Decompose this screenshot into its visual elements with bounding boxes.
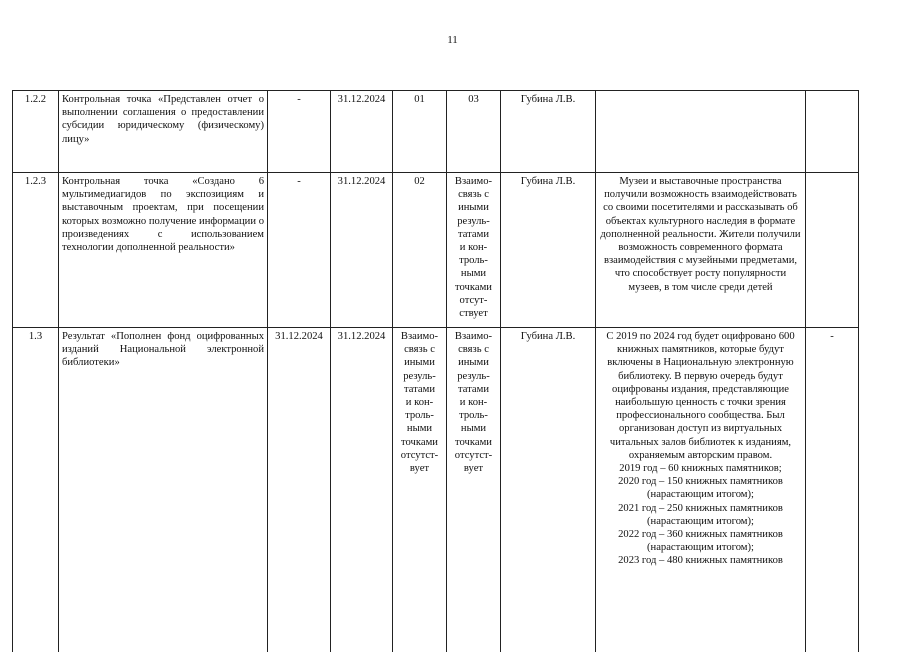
row-result: С 2019 по 2024 год будет оцифровано 600 книжных памятников, которые будут включены в Национальную электронную библиотеку. В первую очередь будут оцифрованы издания, представляющие наибольшую ценность с точки зрения профессионального сообщества. Был организован доступ из виртуальных читальных залов библиотек к изданиям, охраняемым авторским правом. 2019 год – 60 книжных памятников; 2020 год – 150 книжных памятников (нарастающим итогом); 2021 год – 250 книжных памятников (нарастающим итогом); 2022 год – 360 книжных памятников (нарастающим итогом); 2023 год – 480 книжных памятников <box>596 328 806 652</box>
row-responsible: Губина Л.В. <box>501 91 596 173</box>
row-last: - <box>806 328 859 652</box>
row-start-date: - <box>268 91 331 173</box>
plan-table <box>12 90 859 652</box>
row-col6: Взаимо- связь с иными резуль- татами и кон- троль- ными точками отсутст- вует <box>447 328 501 652</box>
row-col6: Взаимо- связь с иными резуль- татами и кон- троль- ными точками отсут- ствует <box>447 173 501 328</box>
row-number: 1.2.3 <box>13 173 59 328</box>
row-name: Контрольная точка «Представлен отчет о выполнении соглашения о предоставлении субсидии юридическому (физическому) лицу» <box>59 91 268 173</box>
table-row <box>13 173 859 328</box>
row-responsible: Губина Л.В. <box>501 173 596 328</box>
table-row <box>13 328 859 652</box>
row-number: 1.2.2 <box>13 91 59 173</box>
table-row <box>13 91 859 173</box>
page-number: 11 <box>0 34 905 46</box>
row-col5: 02 <box>393 173 447 328</box>
row-last <box>806 173 859 328</box>
row-col5: 01 <box>393 91 447 173</box>
row-last <box>806 91 859 173</box>
row-responsible: Губина Л.В. <box>501 328 596 652</box>
row-start-date: - <box>268 173 331 328</box>
row-result <box>596 91 806 173</box>
row-name: Контрольная точка «Создано 6 мультимедиагидов по экспозициям и выставочным проектам, при посещении которых возможно получение информации о произведениях с использованием технологии дополненной реальности» <box>59 173 268 328</box>
row-start-date: 31.12.2024 <box>268 328 331 652</box>
row-col6: 03 <box>447 91 501 173</box>
row-result: Музеи и выставочные пространства получили возможность взаимодействовать со своими посетителями и рассказывать об объектах культурного наследия в формате дополненной реальности. Жители получили возможность современного формата взаимодействия с музейными предметами, что способствует росту популярности музеев, в том числе среди детей <box>596 173 806 328</box>
row-name: Результат «Пополнен фонд оцифрованных изданий Национальной электронной библиотеки» <box>59 328 268 652</box>
row-number: 1.3 <box>13 328 59 652</box>
row-col5: Взаимо- связь с иными резуль- татами и кон- троль- ными точками отсутст- вует <box>393 328 447 652</box>
row-end-date: 31.12.2024 <box>331 91 393 173</box>
row-end-date: 31.12.2024 <box>331 328 393 652</box>
row-end-date: 31.12.2024 <box>331 173 393 328</box>
